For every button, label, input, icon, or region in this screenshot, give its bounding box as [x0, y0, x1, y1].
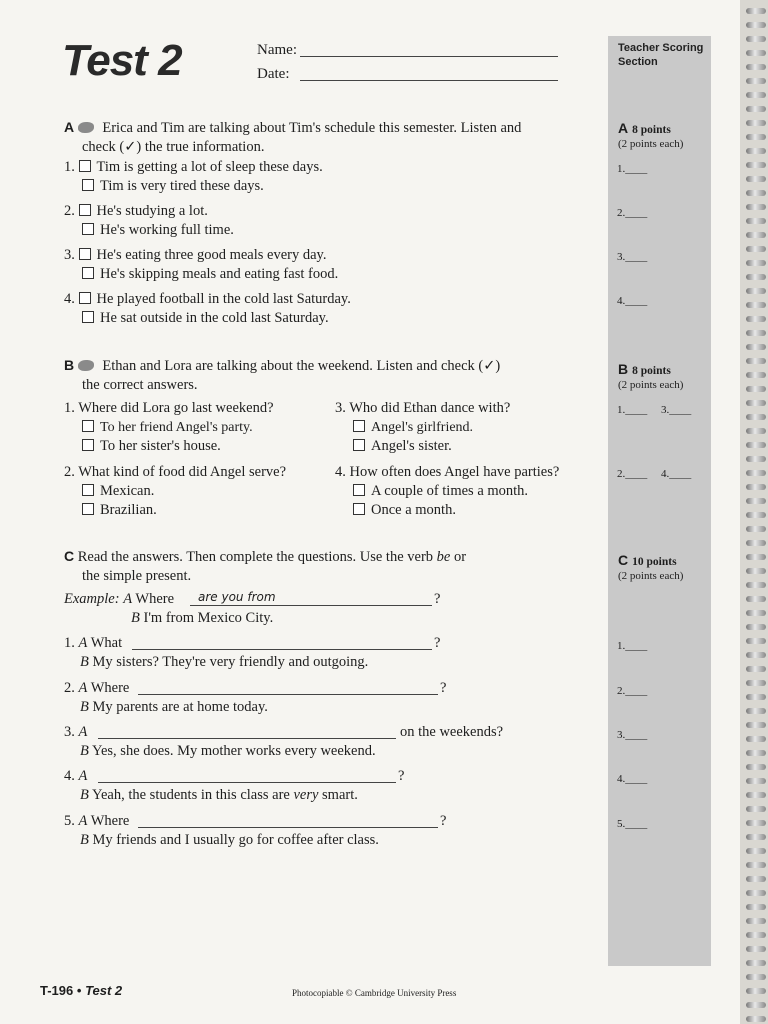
checkbox[interactable]	[82, 311, 94, 323]
option-text: Angel's girlfriend.	[371, 420, 474, 435]
answer-line	[80, 698, 268, 717]
spiral-coil	[746, 512, 766, 518]
spiral-coil	[746, 862, 766, 868]
spiral-coil	[746, 344, 766, 350]
instruction-text: Ethan and Lora are talking about the weekend. Listen and check (✓)	[102, 358, 501, 374]
points-each: (2 points each)	[618, 570, 684, 582]
answer-text: My sisters? They're very friendly and outgoing.	[92, 654, 369, 670]
option-text: He's working full time.	[100, 222, 234, 238]
points-each: (2 points each)	[618, 138, 684, 150]
speaker-a: A	[78, 724, 88, 740]
question-end: ?	[440, 680, 447, 696]
score-blank[interactable]: 4.____	[617, 295, 648, 307]
instruction-text: the simple present.	[82, 568, 192, 584]
question-b2	[64, 463, 286, 520]
spiral-coil	[746, 526, 766, 532]
page-number-text: T-196	[40, 983, 74, 998]
question-number: 1.	[64, 635, 75, 651]
spiral-coil	[746, 176, 766, 182]
option-text: Once a month.	[371, 502, 456, 518]
question-c4	[64, 767, 87, 786]
question-a1	[64, 158, 323, 196]
option-text: Brazilian.	[100, 502, 157, 518]
checkbox[interactable]	[82, 179, 94, 191]
footer-test-name: Test 2	[85, 983, 123, 998]
section-b-instructions	[64, 356, 604, 395]
page-number	[40, 983, 122, 998]
question-text: 1. Where did Lora go last weekend?	[64, 400, 274, 416]
example-answer-line	[190, 605, 432, 606]
spiral-coil	[746, 274, 766, 280]
answer-text: I'm from Mexico City.	[143, 610, 274, 626]
instruction-text: or	[450, 549, 467, 565]
question-text: 4. How often does Angel have parties?	[335, 464, 560, 480]
answer-field[interactable]	[132, 649, 432, 650]
spiral-coil	[746, 722, 766, 728]
spiral-coil	[746, 218, 766, 224]
spiral-coil	[746, 918, 766, 924]
score-blank[interactable]: 1.____	[617, 640, 648, 652]
checkbox[interactable]	[82, 503, 94, 515]
spiral-coil	[746, 162, 766, 168]
spiral-coil	[746, 470, 766, 476]
answer-text: My friends and I usually go for coffee after class.	[92, 832, 379, 848]
answer-line	[80, 653, 368, 672]
spiral-coil	[746, 778, 766, 784]
score-blank[interactable]: 4.____	[617, 773, 648, 785]
checkbox[interactable]	[79, 160, 91, 172]
option-text: He's studying a lot.	[96, 203, 208, 219]
question-c1	[64, 634, 122, 653]
question-a3	[64, 246, 338, 284]
question-number: 3.	[64, 247, 75, 263]
score-blank[interactable]: 3.____	[617, 729, 648, 741]
spiral-coil	[746, 232, 766, 238]
question-number: 2.	[64, 203, 75, 219]
spiral-coil	[746, 834, 766, 840]
question-start: Where	[90, 813, 130, 829]
answer-emphasis: very	[293, 787, 319, 803]
scoring-title-line2: Section	[618, 56, 658, 68]
question-text: 2. What kind of food did Angel serve?	[64, 464, 287, 480]
question-number: 4.	[64, 291, 75, 307]
answer-line	[80, 742, 376, 761]
spiral-coil	[746, 1002, 766, 1008]
option-text: To her friend Angel's party.	[100, 420, 253, 435]
option-text: A couple of times a month.	[371, 483, 529, 499]
spiral-coil	[746, 414, 766, 420]
spiral-coil	[746, 498, 766, 504]
spiral-coil	[746, 288, 766, 294]
spiral-coil	[746, 540, 766, 546]
question-b3	[335, 399, 510, 456]
checkbox[interactable]	[82, 484, 94, 496]
section-letter: B	[64, 357, 75, 373]
speaker-a: A	[123, 591, 133, 607]
question-number: 5.	[64, 813, 75, 829]
option-text: Mexican.	[100, 483, 155, 499]
speaker-a: A	[78, 635, 88, 651]
answer-field[interactable]	[98, 738, 396, 739]
answer-field[interactable]	[138, 827, 438, 828]
answer-field[interactable]	[138, 694, 438, 695]
spiral-coil	[746, 974, 766, 980]
spiral-binding	[740, 0, 768, 1024]
spiral-coil	[746, 190, 766, 196]
spiral-coil	[746, 330, 766, 336]
checkbox[interactable]	[79, 292, 91, 304]
spiral-coil	[746, 876, 766, 882]
spiral-coil	[746, 890, 766, 896]
spiral-coil	[746, 456, 766, 462]
option-text: He sat outside in the cold last Saturday.	[100, 310, 329, 326]
spiral-coil	[746, 358, 766, 364]
spiral-coil	[746, 106, 766, 112]
speaker-b: B	[80, 654, 89, 670]
section-a-points	[618, 120, 683, 150]
spiral-coil	[746, 848, 766, 854]
question-number: 4.	[64, 768, 75, 784]
scoring-title	[618, 41, 703, 69]
spiral-coil	[746, 148, 766, 154]
question-text: 3. Who did Ethan dance with?	[335, 400, 511, 416]
score-blank[interactable]: 1.____	[617, 404, 648, 416]
question-number: 1.	[64, 159, 75, 175]
spiral-coil	[746, 652, 766, 658]
spiral-coil	[746, 610, 766, 616]
speaker-a: A	[78, 813, 88, 829]
spiral-coil	[746, 708, 766, 714]
spiral-coil	[746, 204, 766, 210]
spiral-coil	[746, 904, 766, 910]
question-end: on the weekends?	[400, 724, 504, 740]
question-start: What	[90, 635, 123, 651]
spiral-coil	[746, 568, 766, 574]
speaker-a: A	[78, 680, 88, 696]
spiral-coil	[746, 134, 766, 140]
option-text: Angel's sister.	[371, 438, 452, 454]
answer-text: Yeah, the students in this class are	[91, 787, 294, 803]
answer-line	[80, 831, 379, 850]
section-c-points	[618, 552, 683, 582]
points-value: 8 points	[632, 124, 671, 136]
example-handwritten-answer: are you from	[198, 590, 276, 604]
option-text: He played football in the cold last Saturday.	[96, 291, 351, 307]
checkbox[interactable]	[82, 267, 94, 279]
spiral-coil	[746, 680, 766, 686]
spiral-coil	[746, 596, 766, 602]
spiral-coil	[746, 428, 766, 434]
score-blank[interactable]: 4.____	[661, 468, 692, 480]
copyright: Photocopiable © Cambridge University Press	[292, 988, 457, 998]
footer-bullet: •	[76, 983, 82, 998]
score-blank[interactable]: 1.____	[617, 163, 648, 175]
spiral-coil	[746, 638, 766, 644]
question-end: ?	[440, 813, 447, 829]
question-end: ?	[434, 635, 441, 651]
question-a2	[64, 202, 234, 240]
checkbox[interactable]	[82, 420, 94, 432]
speaker-b: B	[80, 699, 89, 715]
section-letter: C	[64, 548, 75, 564]
spiral-coil	[746, 50, 766, 56]
points-letter: A	[618, 120, 629, 136]
points-value: 8 points	[632, 365, 671, 377]
spiral-coil	[746, 92, 766, 98]
spiral-coil	[746, 820, 766, 826]
spiral-coil	[746, 78, 766, 84]
speaker-a: A	[78, 768, 88, 784]
points-letter: B	[618, 361, 629, 377]
spiral-coil	[746, 400, 766, 406]
spiral-coil	[746, 806, 766, 812]
option-text: Tim is very tired these days.	[100, 178, 264, 194]
option-text: He's eating three good meals every day.	[96, 247, 327, 263]
spiral-coil	[746, 8, 766, 14]
checkbox[interactable]	[353, 420, 365, 432]
spiral-coil	[746, 736, 766, 742]
name-field[interactable]	[300, 56, 558, 57]
spiral-coil	[746, 64, 766, 70]
instruction-text: Read the answers. Then complete the questions. Use the verb	[77, 549, 434, 565]
speaker-b: B	[80, 743, 89, 759]
answer-text: smart.	[318, 787, 358, 803]
spiral-coil	[746, 988, 766, 994]
option-text: To her sister's house.	[100, 438, 221, 454]
points-value: 10 points	[632, 556, 677, 568]
spiral-coil	[746, 246, 766, 252]
spiral-coil	[746, 316, 766, 322]
question-c5	[64, 812, 129, 831]
page-title: Test 2	[62, 36, 182, 85]
section-letter: A	[64, 119, 75, 135]
question-a4	[64, 290, 351, 328]
score-blank[interactable]: 3.____	[661, 404, 692, 416]
question-start: Where	[90, 680, 130, 696]
spiral-coil	[746, 946, 766, 952]
scoring-title-line1: Teacher Scoring	[618, 42, 704, 54]
spiral-coil	[746, 484, 766, 490]
checkbox[interactable]	[82, 223, 94, 235]
answer-text: My parents are at home today.	[92, 699, 268, 715]
question-end: ?	[398, 768, 405, 784]
instruction-text: the correct answers.	[82, 377, 198, 393]
score-blank[interactable]: 2.____	[617, 468, 648, 480]
question-b1	[64, 399, 274, 456]
date-field[interactable]	[300, 80, 558, 81]
spiral-coil	[746, 120, 766, 126]
checkbox[interactable]	[79, 248, 91, 260]
spiral-coil	[746, 554, 766, 560]
date-label: Date:	[257, 66, 290, 82]
speaker-b: B	[131, 610, 140, 626]
spiral-coil	[746, 694, 766, 700]
score-blank[interactable]: 3.____	[617, 251, 648, 263]
checkbox[interactable]	[353, 439, 365, 451]
checkbox[interactable]	[353, 484, 365, 496]
points-each: (2 points each)	[618, 379, 684, 391]
answer-field[interactable]	[98, 782, 396, 783]
score-blank[interactable]: 2.____	[617, 685, 648, 697]
spiral-coil	[746, 1016, 766, 1022]
spiral-coil	[746, 750, 766, 756]
audio-icon	[78, 122, 94, 133]
spiral-coil	[746, 582, 766, 588]
spiral-coil	[746, 442, 766, 448]
spiral-coil	[746, 666, 766, 672]
example-answer	[131, 609, 273, 628]
spiral-coil	[746, 36, 766, 42]
spiral-coil	[746, 22, 766, 28]
spiral-coil	[746, 260, 766, 266]
option-text: He's skipping meals and eating fast food.	[100, 266, 339, 282]
example-label: Example:	[64, 591, 120, 607]
spiral-coil	[746, 624, 766, 630]
score-blank[interactable]: 5.____	[617, 818, 648, 830]
instruction-text: Erica and Tim are talking about Tim's schedule this semester. Listen and	[102, 120, 522, 136]
question-end: ?	[434, 591, 441, 607]
spiral-coil	[746, 792, 766, 798]
question-c3	[64, 723, 87, 742]
spiral-coil	[746, 386, 766, 392]
audio-icon	[78, 360, 94, 371]
checkbox[interactable]	[82, 439, 94, 451]
speaker-b: B	[80, 787, 89, 803]
points-letter: C	[618, 552, 629, 568]
name-label: Name:	[257, 42, 297, 58]
question-number: 3.	[64, 724, 75, 740]
spiral-coil	[746, 764, 766, 770]
instruction-verb: be	[436, 549, 451, 565]
question-c2	[64, 679, 129, 698]
spiral-coil	[746, 932, 766, 938]
checkbox[interactable]	[353, 503, 365, 515]
section-b-points	[618, 361, 683, 391]
checkbox[interactable]	[79, 204, 91, 216]
spiral-coil	[746, 302, 766, 308]
section-c-instructions	[64, 547, 604, 586]
answer-text: Yes, she does. My mother works every weekend.	[91, 743, 376, 759]
option-text: Tim is getting a lot of sleep these days.	[96, 159, 323, 175]
section-a-instructions	[64, 118, 604, 157]
answer-line	[80, 786, 358, 805]
instruction-text: check (✓) the true information.	[82, 139, 265, 155]
question-start: Where	[135, 591, 175, 607]
speaker-b: B	[80, 832, 89, 848]
question-b4	[335, 463, 559, 520]
spiral-coil	[746, 960, 766, 966]
example	[64, 590, 174, 609]
question-number: 2.	[64, 680, 75, 696]
score-blank[interactable]: 2.____	[617, 207, 648, 219]
spiral-coil	[746, 372, 766, 378]
